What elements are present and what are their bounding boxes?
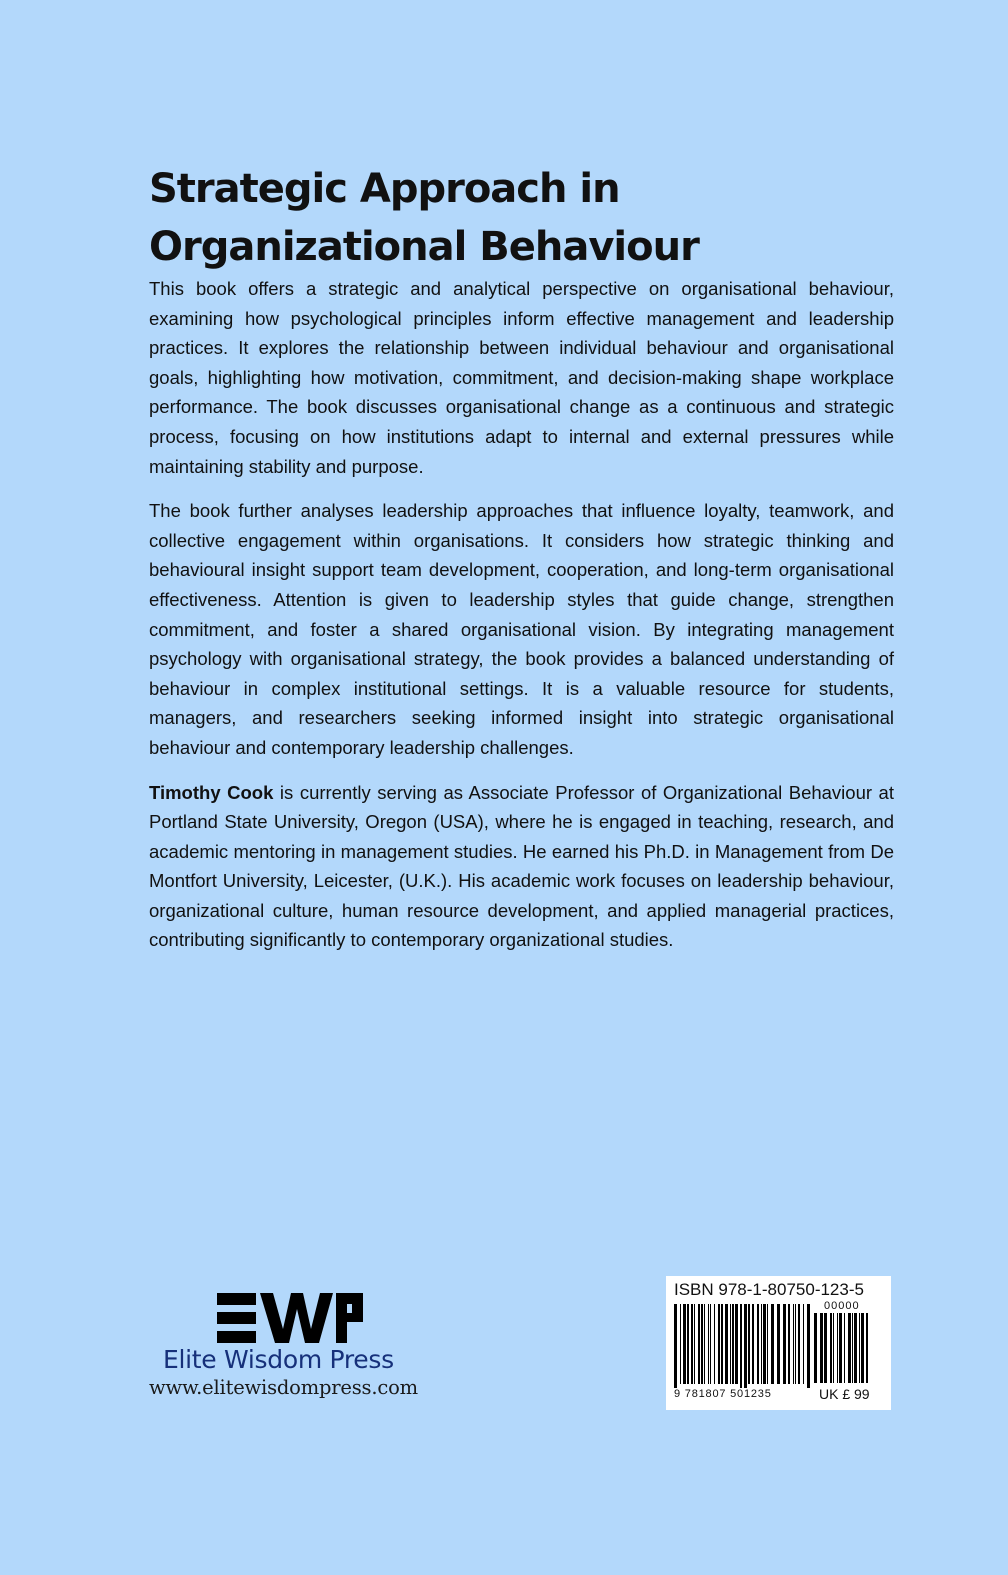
book-title-line-1: Strategic Approach in xyxy=(149,166,620,212)
author-bio-text: is currently serving as Associate Professor of Organizational Behaviour at Portland State University, Oregon (USA), where he is engaged in teaching, research, and academic mentoring in management studies. He earned his Ph.D. in Management from De Montfort University, Leicester, (U.K.). His academic work focuses on leadership behaviour, organizational culture, human resource development, and applied managerial practices, contributing significantly to contemporary organizational studies. xyxy=(149,781,894,951)
publisher-logo-icon xyxy=(217,1293,363,1343)
book-title-line-2: Organizational Behaviour xyxy=(149,224,699,270)
isbn-barcode xyxy=(666,1276,891,1410)
publisher-block xyxy=(149,1293,449,1399)
barcode-addon-digits: 00000 xyxy=(824,1300,860,1312)
barcode-ean-digits: 9 781807 501235 xyxy=(674,1388,772,1400)
author-bio xyxy=(149,778,894,956)
blurb xyxy=(149,274,894,970)
author-name: Timothy Cook xyxy=(149,781,274,803)
description-paragraph-1: This book offers a strategic and analytical perspective on organisational behaviour, examining how psychological principles inform effective management and leadership practices. It explores the relationship between individual behaviour and organisational goals, highlighting how motivation, commitment, and decision-making shape workplace performance. The book discusses organisational change as a continuous and strategic process, focusing on how institutions adapt to internal and external pressures while maintaining stability and purpose. xyxy=(149,278,894,477)
publisher-name: Elite Wisdom Press xyxy=(163,1345,394,1374)
barcode-addon-bars-icon xyxy=(814,1313,872,1383)
price-label: UK £ 99 xyxy=(819,1386,870,1402)
publisher-url[interactable]: www.elitewisdompress.com xyxy=(149,1376,418,1399)
description-paragraph-2: The book further analyses leadership approaches that influence loyalty, teamwork, and collective engagement within organisations. It considers how strategic thinking and behavioural insight support team development, cooperation, and long-term organisational effectiveness. Attention is given to leadership styles that guide change, strengthen commitment, and foster a shared organisational vision. By integrating management psychology with organisational strategy, the book provides a balanced understanding of behaviour in complex institutional settings. It is a valuable resource for students, managers, and researchers seeking informed insight into strategic organisational behaviour and contemporary leadership challenges. xyxy=(149,500,894,758)
barcode-bars-icon xyxy=(674,1304,810,1388)
book-title xyxy=(149,160,869,276)
isbn-number: ISBN 978-1-80750-123-5 xyxy=(674,1280,864,1299)
